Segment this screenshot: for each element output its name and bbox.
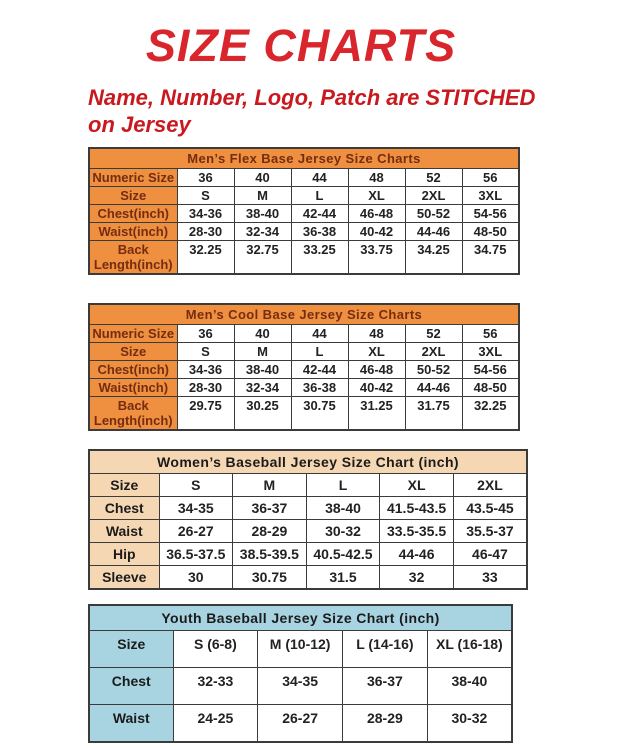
cell-value: 56 <box>462 324 519 342</box>
cell-value: 36 <box>177 168 234 186</box>
cell-value: 30.25 <box>234 396 291 430</box>
cell-value: 40-42 <box>348 222 405 240</box>
cell-value: 34.25 <box>405 240 462 274</box>
cell-value: 34-35 <box>258 667 343 704</box>
cell-value: 48 <box>348 168 405 186</box>
cell-value: 48-50 <box>462 378 519 396</box>
cell-value: M (10-12) <box>258 630 343 667</box>
table-row <box>89 360 519 378</box>
cell-value: 42-44 <box>291 360 348 378</box>
cell-value: 38-40 <box>427 667 512 704</box>
cell-value: 34-36 <box>177 360 234 378</box>
cell-value: 31.5 <box>306 565 380 589</box>
cell-value: 44-46 <box>405 222 462 240</box>
cell-value: 38-40 <box>306 496 380 519</box>
cell-value: 40.5-42.5 <box>306 542 380 565</box>
cell-value: 3XL <box>462 186 519 204</box>
cell-value: 50-52 <box>405 204 462 222</box>
table-row <box>89 240 519 274</box>
cell-value: 32-34 <box>234 378 291 396</box>
cell-value: 43.5-45 <box>453 496 527 519</box>
cell-value: M <box>233 473 307 496</box>
cell-value: 52 <box>405 324 462 342</box>
cell-value: 33 <box>453 565 527 589</box>
table-title: Women’s Baseball Jersey Size Chart (inch) <box>89 450 527 474</box>
cell-value: 32-33 <box>173 667 258 704</box>
table-row <box>89 168 519 186</box>
cell-value: 30-32 <box>427 704 512 742</box>
table-row <box>89 704 512 742</box>
row-label: Back Length(inch) <box>89 240 177 274</box>
cell-value: 48-50 <box>462 222 519 240</box>
cell-value: 28-30 <box>177 222 234 240</box>
row-label: Waist <box>89 519 159 542</box>
cell-value: 34.75 <box>462 240 519 274</box>
cell-value: 28-29 <box>343 704 428 742</box>
cell-value: 46-48 <box>348 204 405 222</box>
cell-value: 32 <box>380 565 454 589</box>
cell-value: 31.75 <box>405 396 462 430</box>
table-row <box>89 186 519 204</box>
cell-value: 44-46 <box>380 542 454 565</box>
cell-value: 31.25 <box>348 396 405 430</box>
cell-value: 38-40 <box>234 360 291 378</box>
cell-value: M <box>234 342 291 360</box>
cell-value: M <box>234 186 291 204</box>
cell-value: 38.5-39.5 <box>233 542 307 565</box>
cell-value: 34-36 <box>177 204 234 222</box>
cell-value: 40 <box>234 168 291 186</box>
table-title: Youth Baseball Jersey Size Chart (inch) <box>89 605 512 631</box>
cell-value: 54-56 <box>462 360 519 378</box>
row-label: Size <box>89 473 159 496</box>
cell-value: 44 <box>291 168 348 186</box>
table-row <box>89 222 519 240</box>
row-label: Chest <box>89 667 173 704</box>
cell-value: 36-37 <box>233 496 307 519</box>
cell-value: L <box>291 342 348 360</box>
cell-value: XL (16-18) <box>427 630 512 667</box>
table-row <box>89 204 519 222</box>
cell-value: 36-38 <box>291 222 348 240</box>
cell-value: XL <box>380 473 454 496</box>
cell-value: 30.75 <box>291 396 348 430</box>
cell-value: 26-27 <box>258 704 343 742</box>
tables-area <box>0 147 638 743</box>
row-label: Waist(inch) <box>89 378 177 396</box>
row-label: Size <box>89 186 177 204</box>
table-row <box>89 378 519 396</box>
table-title: Men’s Flex Base Jersey Size Charts <box>89 148 519 169</box>
cell-value: 38-40 <box>234 204 291 222</box>
cell-value: 36 <box>177 324 234 342</box>
cell-value: 54-56 <box>462 204 519 222</box>
cell-value: 24-25 <box>173 704 258 742</box>
row-label: Numeric Size <box>89 324 177 342</box>
row-label: Chest(inch) <box>89 204 177 222</box>
cell-value: 2XL <box>453 473 527 496</box>
table-row <box>89 630 512 667</box>
page-subtitle <box>88 84 638 139</box>
cell-value: 50-52 <box>405 360 462 378</box>
cell-value: 56 <box>462 168 519 186</box>
row-label: Size <box>89 342 177 360</box>
cell-value: 30 <box>159 565 233 589</box>
table-row <box>89 324 519 342</box>
row-label: Chest <box>89 496 159 519</box>
cell-value: 33.5-35.5 <box>380 519 454 542</box>
cell-value: 2XL <box>405 186 462 204</box>
cell-value: 41.5-43.5 <box>380 496 454 519</box>
cell-value: 32.25 <box>177 240 234 274</box>
cell-value: 28-29 <box>233 519 307 542</box>
cell-value: 3XL <box>462 342 519 360</box>
mens-flex-size-table <box>88 147 520 275</box>
cell-value: 52 <box>405 168 462 186</box>
cell-value: S <box>159 473 233 496</box>
table-row <box>89 542 527 565</box>
subtitle-line-1: Name, Number, Logo, Patch are STITCHED <box>88 84 536 110</box>
subtitle-line-2: on Jersey <box>88 112 191 138</box>
row-label: Hip <box>89 542 159 565</box>
cell-value: 34-35 <box>159 496 233 519</box>
womens-size-table <box>88 449 528 590</box>
cell-value: L <box>291 186 348 204</box>
cell-value: S <box>177 342 234 360</box>
cell-value: 40 <box>234 324 291 342</box>
page-title: SIZE CHARTS <box>145 20 457 71</box>
cell-value: 36-38 <box>291 378 348 396</box>
table-title: Men’s Cool Base Jersey Size Charts <box>89 304 519 325</box>
cell-value: 35.5-37 <box>453 519 527 542</box>
cell-value: 48 <box>348 324 405 342</box>
cell-value: XL <box>348 342 405 360</box>
cell-value: 44-46 <box>405 378 462 396</box>
cell-value: 30-32 <box>306 519 380 542</box>
cell-value: 32.75 <box>234 240 291 274</box>
table-row <box>89 519 527 542</box>
cell-value: 36.5-37.5 <box>159 542 233 565</box>
cell-value: L (14-16) <box>343 630 428 667</box>
cell-value: 40-42 <box>348 378 405 396</box>
size-charts-page <box>0 20 638 750</box>
cell-value: XL <box>348 186 405 204</box>
row-label: Chest(inch) <box>89 360 177 378</box>
youth-size-table <box>88 604 513 743</box>
cell-value: 30.75 <box>233 565 307 589</box>
table-row <box>89 667 512 704</box>
cell-value: 28-30 <box>177 378 234 396</box>
row-label: Back Length(inch) <box>89 396 177 430</box>
cell-value: 2XL <box>405 342 462 360</box>
cell-value: 36-37 <box>343 667 428 704</box>
cell-value: S <box>177 186 234 204</box>
cell-value: 46-47 <box>453 542 527 565</box>
row-label: Waist(inch) <box>89 222 177 240</box>
cell-value: 33.75 <box>348 240 405 274</box>
row-label: Waist <box>89 704 173 742</box>
mens-cool-size-table <box>88 303 520 431</box>
cell-value: 33.25 <box>291 240 348 274</box>
cell-value: 32.25 <box>462 396 519 430</box>
row-label: Size <box>89 630 173 667</box>
row-label: Numeric Size <box>89 168 177 186</box>
cell-value: 42-44 <box>291 204 348 222</box>
cell-value: 29.75 <box>177 396 234 430</box>
cell-value: 46-48 <box>348 360 405 378</box>
table-row <box>89 473 527 496</box>
cell-value: 32-34 <box>234 222 291 240</box>
table-row <box>89 496 527 519</box>
cell-value: S (6-8) <box>173 630 258 667</box>
table-row <box>89 565 527 589</box>
cell-value: L <box>306 473 380 496</box>
table-row <box>89 396 519 430</box>
cell-value: 44 <box>291 324 348 342</box>
row-label: Sleeve <box>89 565 159 589</box>
table-row <box>89 342 519 360</box>
cell-value: 26-27 <box>159 519 233 542</box>
